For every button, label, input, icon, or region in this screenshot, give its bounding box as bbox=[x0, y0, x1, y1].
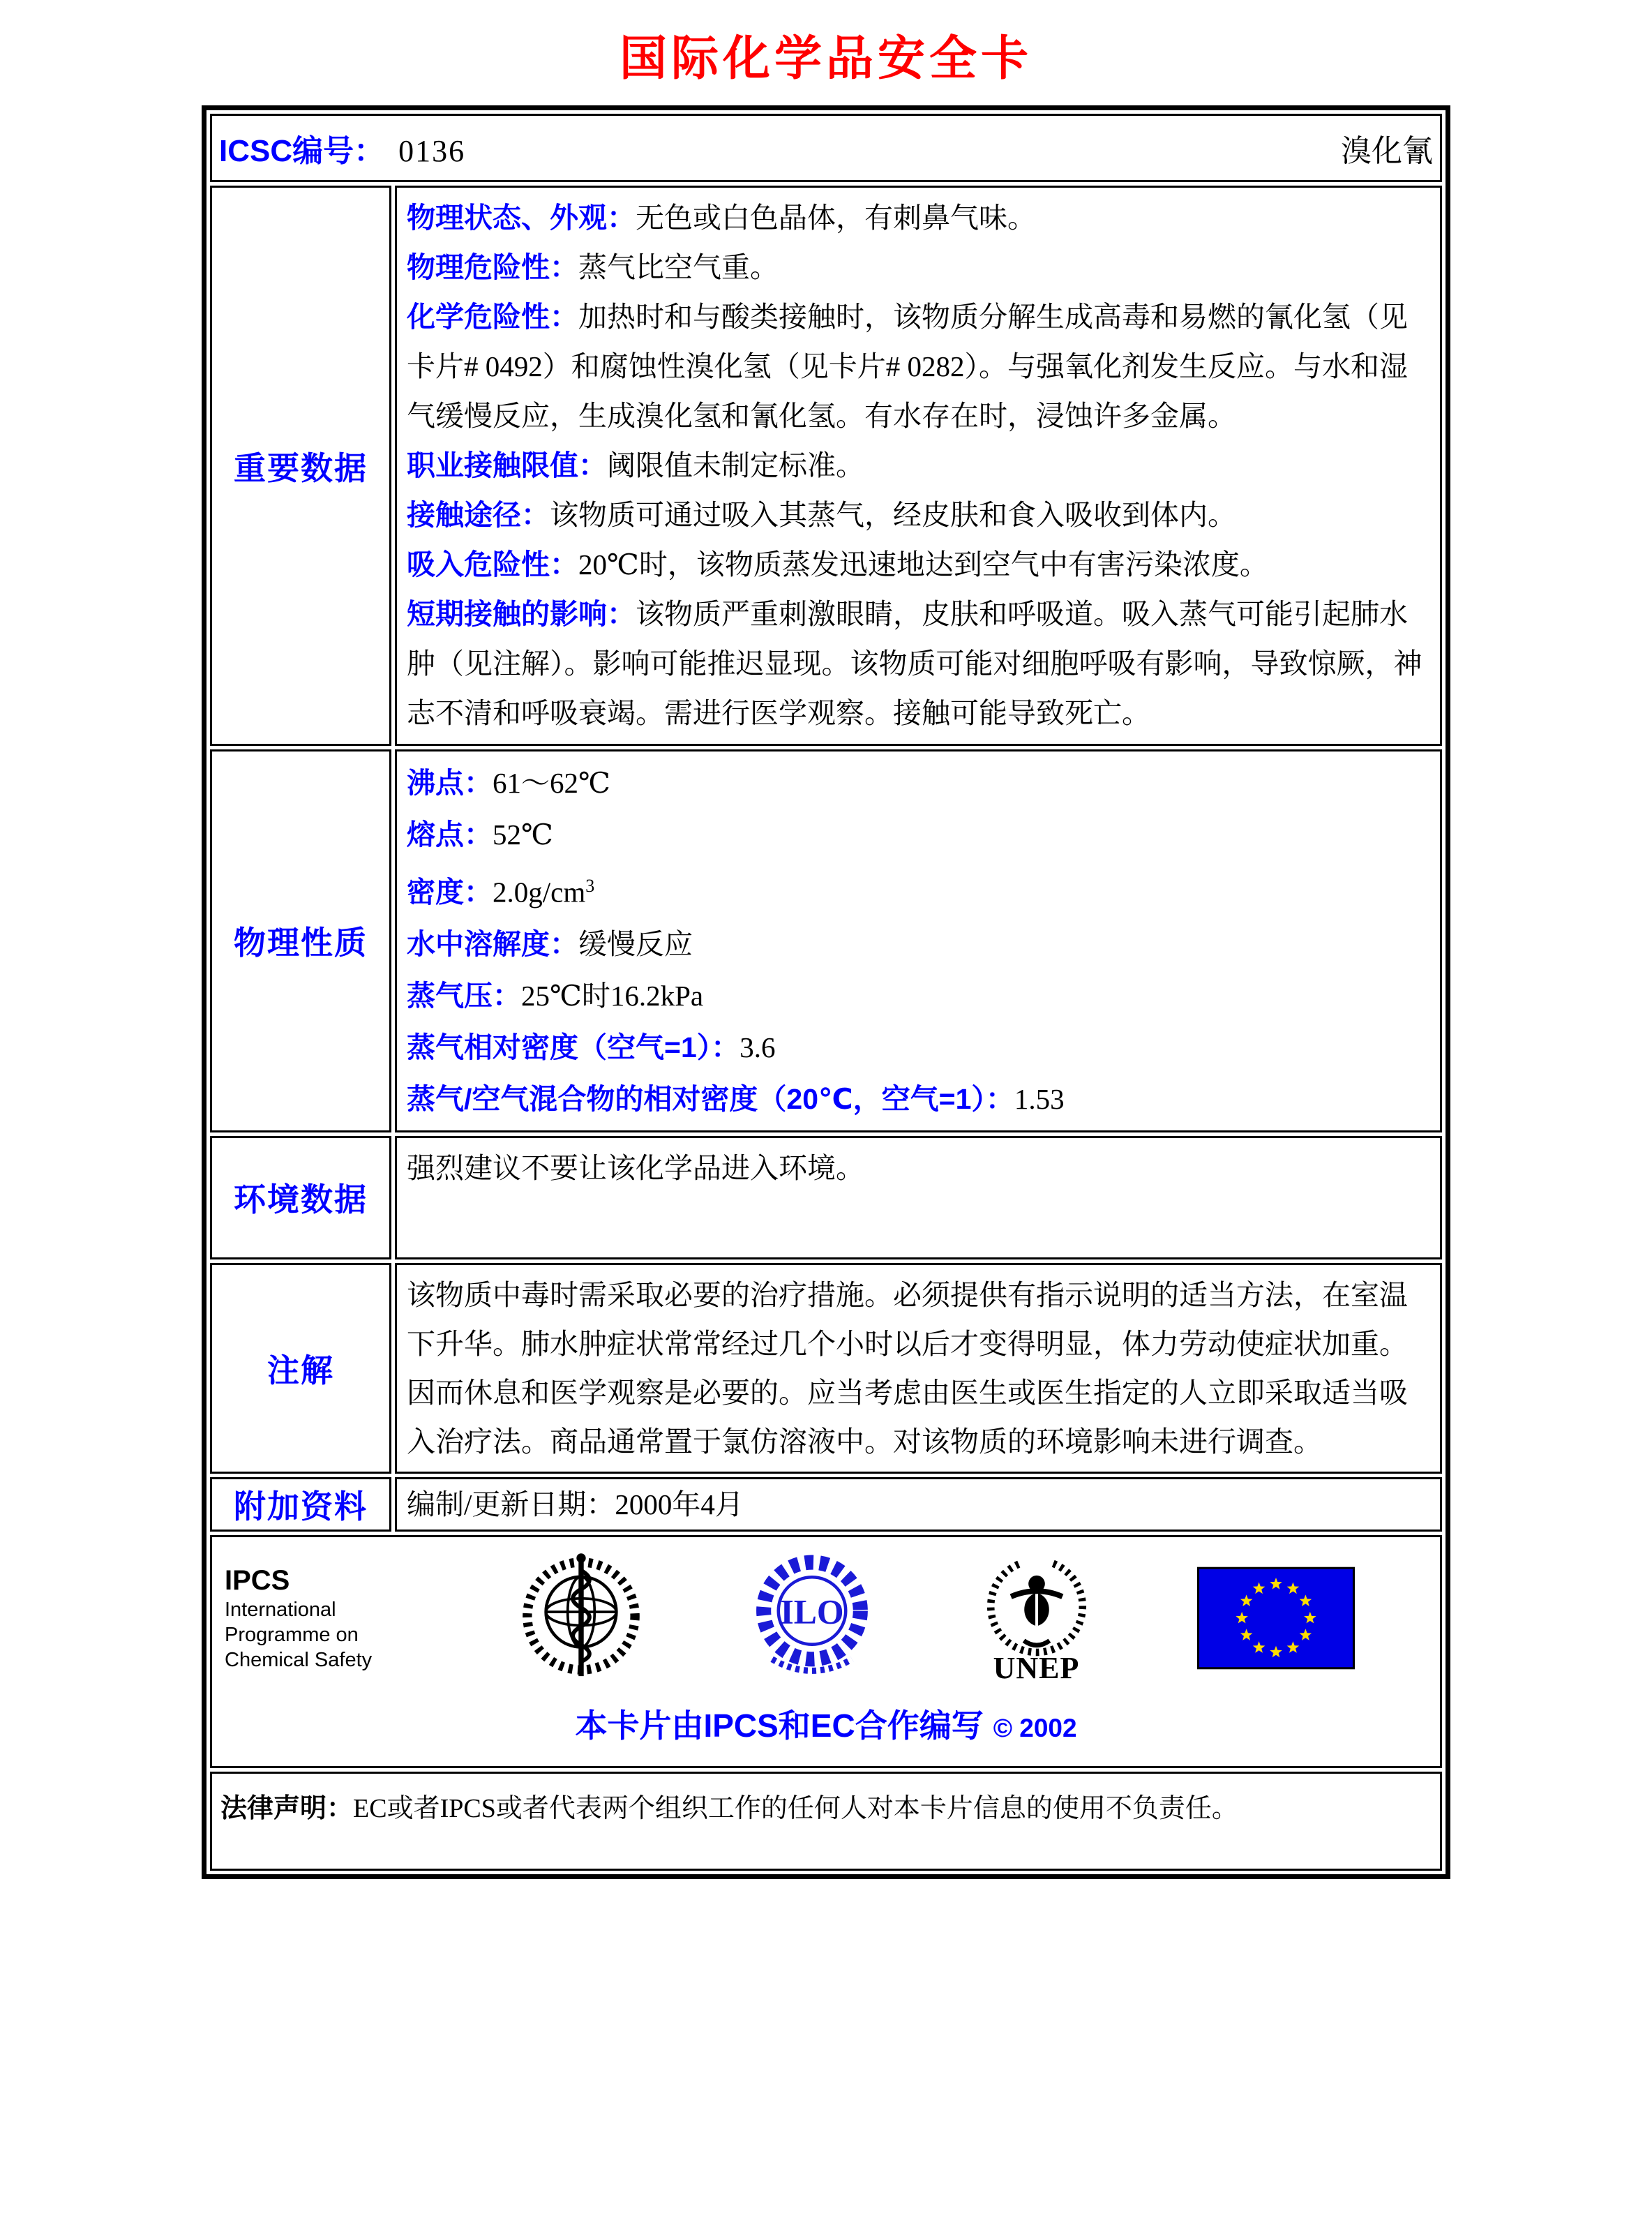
logos-row bbox=[210, 1535, 1442, 1768]
notes-content bbox=[395, 1263, 1442, 1474]
environment-data-content bbox=[395, 1136, 1442, 1259]
additional-info-row bbox=[210, 1477, 1442, 1532]
unep-emblem-icon bbox=[982, 1553, 1092, 1657]
legal-cell bbox=[210, 1772, 1442, 1871]
who-logo bbox=[519, 1550, 643, 1687]
icsc-number-value: 0136 bbox=[398, 134, 466, 168]
logos-cell bbox=[210, 1535, 1442, 1768]
field-label: 水中溶解度： bbox=[407, 927, 578, 960]
eu-flag-icon bbox=[1197, 1566, 1355, 1670]
physical-properties-content bbox=[395, 749, 1442, 1132]
ipcs-line-1: International bbox=[225, 1598, 336, 1621]
notes-row bbox=[210, 1263, 1442, 1474]
important-data-row-label: 重要数据 bbox=[210, 186, 391, 746]
page-title: 国际化学品安全卡 bbox=[619, 32, 1032, 85]
occupational-exposure-limit bbox=[407, 441, 1430, 491]
environment-data-row bbox=[210, 1136, 1442, 1259]
field-value: 52℃ bbox=[493, 818, 553, 851]
ilo-emblem-icon bbox=[749, 1550, 876, 1687]
ipcs-line-2: Programme on bbox=[225, 1623, 359, 1646]
field-label: 短期接触的影响： bbox=[407, 598, 636, 630]
field-value: 25℃时16.2kPa bbox=[521, 979, 704, 1012]
field-value: 61～62℃ bbox=[493, 767, 610, 799]
ilo-letters: ILO bbox=[780, 1592, 844, 1631]
physical-state-appearance bbox=[407, 193, 1430, 243]
field-label: 吸入危险性： bbox=[407, 548, 578, 581]
physical-properties-row bbox=[210, 749, 1442, 1132]
important-data-content bbox=[395, 186, 1442, 746]
inhalation-risk bbox=[407, 540, 1430, 590]
unep-label: UNEP bbox=[993, 1650, 1080, 1685]
field-value: 20℃时，该物质蒸发迅速地达到空气中有害污染浓度。 bbox=[578, 548, 1268, 581]
field-label: 职业接触限值： bbox=[407, 449, 607, 481]
field-value: 蒸气比空气重。 bbox=[578, 251, 779, 283]
vapor-pressure bbox=[407, 970, 1430, 1022]
credit-line bbox=[219, 1700, 1433, 1747]
field-value: 无色或白色晶体，有刺鼻气味。 bbox=[636, 202, 1036, 234]
notes-text: 该物质中毒时需采取必要的治疗措施。必须提供有指示说明的适当方法，在室温下升华。肺水肿症状常常经过几个小时以后才变得明显，体力劳动使症状加重。因而休息和医学观察是必要的。应当考虑由医生或医生指定的人立即采取适当吸入治疗法。商品通常置于氯仿溶液中。对该物质的环境影响未进行调查。 bbox=[407, 1278, 1408, 1458]
physical-hazard bbox=[407, 243, 1430, 292]
field-value: 加热时和与酸类接触时，该物质分解生成高毒和易燃的氰化氢（见卡片# 0492）和腐蚀性溴化氢（见卡片# 0282）。与强氧化剂发生反应。与水和湿气缓慢反应，生成溴化氢和氰化氢。有水存在时，浸蚀许多金属。 bbox=[407, 301, 1408, 432]
credit-text: 本卡片由IPCS和EC合作编写 bbox=[575, 1707, 984, 1744]
header-cell bbox=[210, 114, 1442, 182]
field-label: 接触途径： bbox=[407, 499, 550, 531]
unep-logo bbox=[982, 1553, 1092, 1684]
vapor-relative-density bbox=[407, 1022, 1430, 1073]
field-value: 1.53 bbox=[1014, 1082, 1065, 1115]
icsc-number-label: ICSC编号： bbox=[219, 134, 385, 168]
field-value: 2.0g/cm bbox=[493, 876, 586, 908]
field-label: 熔点： bbox=[407, 818, 493, 851]
environment-data-row-label: 环境数据 bbox=[210, 1136, 391, 1259]
short-term-exposure-effects bbox=[407, 590, 1430, 738]
field-value: 缓慢反应 bbox=[578, 927, 693, 960]
environment-data-text: 强烈建议不要让该化学品进入环境。 bbox=[407, 1151, 864, 1184]
field-label: 化学危险性： bbox=[407, 301, 578, 333]
who-emblem-icon bbox=[519, 1550, 643, 1687]
ipcs-text-block bbox=[225, 1564, 413, 1673]
update-date-label: 编制/更新日期： bbox=[407, 1488, 615, 1520]
boiling-point bbox=[407, 757, 1430, 809]
additional-info-content bbox=[395, 1477, 1442, 1532]
field-label: 物理危险性： bbox=[407, 251, 578, 283]
field-value: 阈限值未制定标准。 bbox=[607, 449, 864, 481]
additional-info-row-label: 附加资料 bbox=[210, 1477, 391, 1532]
legal-label: 法律声明： bbox=[220, 1793, 354, 1823]
eu-flag bbox=[1197, 1566, 1355, 1670]
exposure-routes bbox=[407, 491, 1430, 540]
density-superscript: 3 bbox=[585, 876, 595, 896]
field-label: 蒸气压： bbox=[407, 979, 521, 1012]
important-data-row bbox=[210, 186, 1442, 746]
vapor-air-mixture-density bbox=[407, 1073, 1430, 1125]
field-label: 蒸气/空气混合物的相对密度（20℃，空气=1）： bbox=[407, 1082, 1014, 1115]
chemical-name: 溴化氰 bbox=[1341, 134, 1433, 168]
ilo-logo bbox=[749, 1550, 876, 1687]
legal-row bbox=[210, 1772, 1442, 1871]
field-value: 3.6 bbox=[739, 1031, 776, 1063]
header-row bbox=[210, 114, 1442, 182]
field-label: 物理状态、外观： bbox=[407, 202, 636, 234]
field-label: 密度： bbox=[407, 876, 493, 908]
legal-text: EC或者IPCS或者代表两个组织工作的任何人对本卡片信息的使用不负责任。 bbox=[353, 1793, 1238, 1823]
icsc-number-group bbox=[219, 126, 465, 170]
field-label: 沸点： bbox=[407, 767, 493, 799]
field-value: 该物质可通过吸入其蒸气，经皮肤和食入吸收到体内。 bbox=[550, 499, 1236, 531]
field-label: 蒸气相对密度（空气=1）： bbox=[407, 1031, 740, 1063]
ipcs-title: IPCS bbox=[225, 1564, 290, 1596]
icsc-card-table bbox=[202, 105, 1450, 1879]
physical-properties-row-label: 物理性质 bbox=[210, 749, 391, 1132]
density bbox=[407, 860, 1430, 918]
water-solubility bbox=[407, 918, 1430, 970]
update-date-value: 2000年4月 bbox=[615, 1488, 744, 1520]
ipcs-line-3: Chemical Safety bbox=[225, 1648, 373, 1671]
notes-row-label: 注解 bbox=[210, 1263, 391, 1474]
chemical-hazard bbox=[407, 292, 1430, 441]
credit-year: © 2002 bbox=[993, 1713, 1077, 1742]
melting-point bbox=[407, 809, 1430, 860]
field-value: 该物质严重刺激眼睛，皮肤和呼吸道。吸入蒸气可能引起肺水肿（见注解）。影响可能推迟显现。该物质可能对细胞呼吸有影响，导致惊厥，神志不清和呼吸衰竭。需进行医学观察。接触可能导致死亡。 bbox=[407, 598, 1422, 729]
